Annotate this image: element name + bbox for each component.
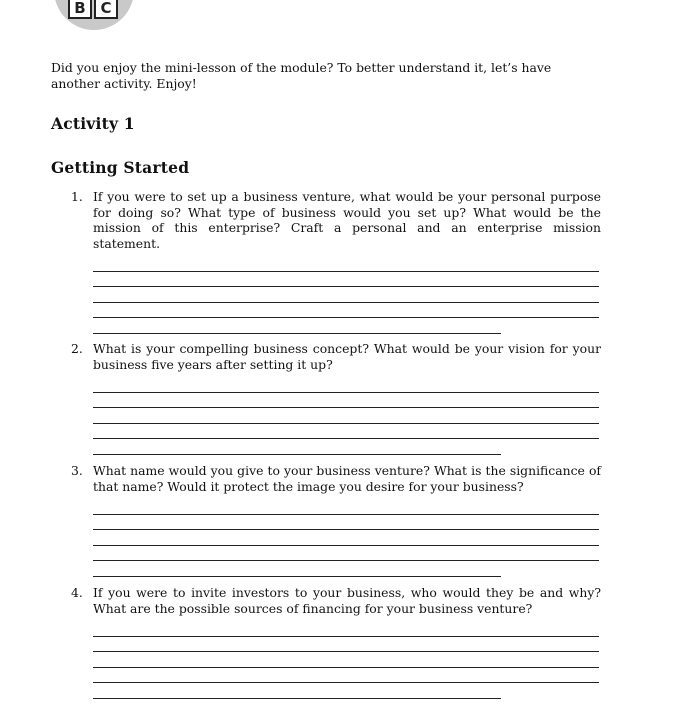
answer-line[interactable] <box>93 515 599 531</box>
question-4 <box>71 585 601 699</box>
answer-line[interactable] <box>93 424 599 440</box>
answer-line[interactable] <box>93 318 501 334</box>
question-text: If you were to invite investors to your business, who would they be and why? What are the possible sources of financing for your business venture? <box>93 585 601 616</box>
question-text: If you were to set up a business venture, what would be your personal purpose for doing so? What type of business would you set up? What would be the mission of this enterprise? Craft a personal and an enterprise mission statement. <box>93 189 601 251</box>
logo-letter: B <box>68 0 92 19</box>
answer-line[interactable] <box>93 377 599 393</box>
answer-lines <box>93 256 601 334</box>
answer-line[interactable] <box>93 637 599 653</box>
question-number: 3. <box>71 463 83 478</box>
question-number: 2. <box>71 341 83 356</box>
answer-line[interactable] <box>93 546 599 562</box>
question-text: What is your compelling business concept? What would be your vision for your business five years after setting it up? <box>93 341 601 372</box>
answer-line[interactable] <box>93 683 501 699</box>
answer-line[interactable] <box>93 530 599 546</box>
answer-line[interactable] <box>93 272 599 288</box>
answer-lines <box>93 499 601 577</box>
question-text: What name would you give to your business venture? What is the significance of that name? Would it protect the image you desire for your business? <box>93 463 601 494</box>
answer-line[interactable] <box>93 393 599 409</box>
question-1 <box>71 189 601 334</box>
answer-line[interactable] <box>93 408 599 424</box>
answer-line[interactable] <box>93 303 599 319</box>
answer-lines <box>93 621 601 699</box>
intro-text: Did you enjoy the mini-lesson of the module? To better understand it, let’s have another activity. Enjoy! <box>51 60 552 91</box>
activity-heading: Activity 1 <box>51 114 135 133</box>
answer-line[interactable] <box>93 621 599 637</box>
logo-letter: C <box>94 0 118 19</box>
answer-line[interactable] <box>93 499 599 515</box>
module-logo <box>54 0 134 30</box>
answer-line[interactable] <box>93 439 501 455</box>
question-2 <box>71 341 601 455</box>
answer-line[interactable] <box>93 668 599 684</box>
answer-line[interactable] <box>93 256 599 272</box>
answer-line[interactable] <box>93 561 501 577</box>
answer-line[interactable] <box>93 287 599 303</box>
answer-lines <box>93 377 601 455</box>
answer-line[interactable] <box>93 652 599 668</box>
question-3 <box>71 463 601 577</box>
logo-letter-group <box>68 0 118 19</box>
section-heading: Getting Started <box>51 158 190 177</box>
question-number: 1. <box>71 189 83 204</box>
question-number: 4. <box>71 585 83 600</box>
